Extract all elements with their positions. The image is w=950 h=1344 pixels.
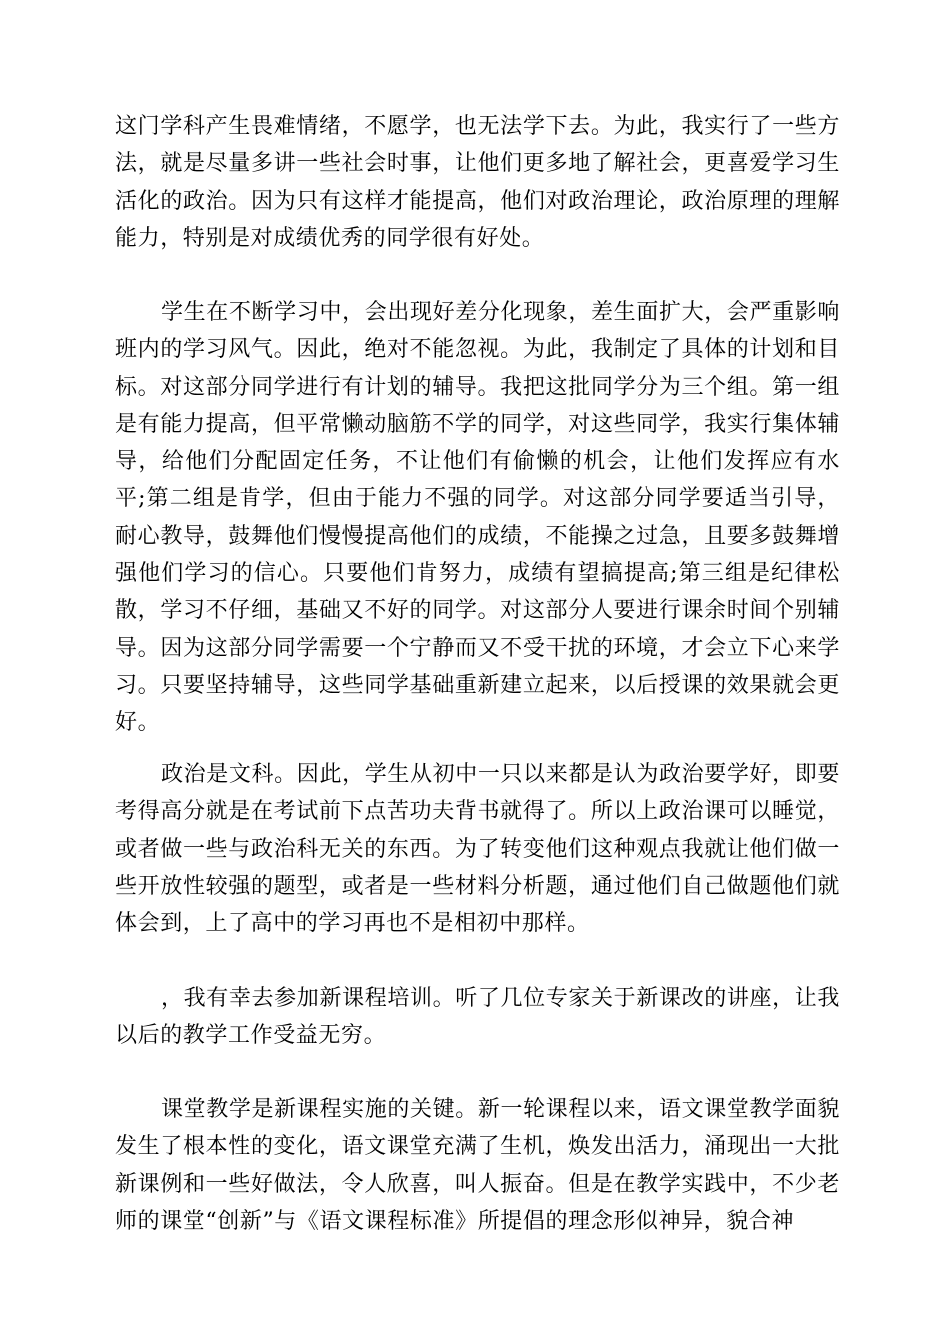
paragraph-2: 学生在不断学习中，会出现好差分化现象，差生面扩大，会严重影响班内的学习风气。因此，绝对不能忽视。为此，我制定了具体的计划和目标。对这部分同学进行有计划的辅导。我把这批同学分为三个组。第一组是有能力提高，但平常懒动脑筋不学的同学，对这些同学，我实行集体辅导，给他们分配固定任务，不让他们有偷懒的机会，让他们发挥应有水平;第二组是肯学，但由于能力不强的同学。对这部分同学要适当引导，耐心教导，鼓舞他们慢慢提高他们的成绩，不能操之过急，且要多鼓舞增强他们学习的信心。只要他们肯努力，成绩有望搞提高;第三组是纪律松散，学习不仔细，基础又不好的同学。对这部分人要进行课余时间个别辅导。因为这部分同学需要一个宁静而又不受干扰的环境，才会立下心来学习。只要坚持辅导，这些同学基础重新建立起来，以后授课的效果就会更好。 <box>115 300 840 736</box>
paragraph-5: 课堂教学是新课程实施的关键。新一轮课程以来，语文课堂教学面貌发生了根本性的变化，语文课堂充满了生机，焕发出活力，涌现出一大批新课例和一些好做法，令人欣喜，叫人振奋。但是在教学实践中，不少老师的课堂“创新”与《语文课程标准》所提倡的理念形似神异，貌合神 <box>115 1097 840 1234</box>
paragraph-3: 政治是文科。因此，学生从初中一只以来都是认为政治要学好，即要考得高分就是在考试前下点苦功夫背书就得了。所以上政治课可以睡觉，或者做一些与政治科无关的东西。为了转变他们这种观点我就让他们做一些开放性较强的题型，或者是一些材料分析题，通过他们自己做题他们就体会到，上了高中的学习再也不是相初中那样。 <box>115 762 840 937</box>
paragraph-4: ，我有幸去参加新课程培训。听了几位专家关于新课改的讲座，让我以后的教学工作受益无穷。 <box>115 986 840 1049</box>
paragraph-1: 这门学科产生畏难情绪，不愿学，也无法学下去。为此，我实行了一些方法，就是尽量多讲一些社会时事，让他们更多地了解社会，更喜爱学习生活化的政治。因为只有这样才能提高，他们对政治理论，政治原理的理解能力，特别是对成绩优秀的同学很有好处。 <box>115 114 840 251</box>
